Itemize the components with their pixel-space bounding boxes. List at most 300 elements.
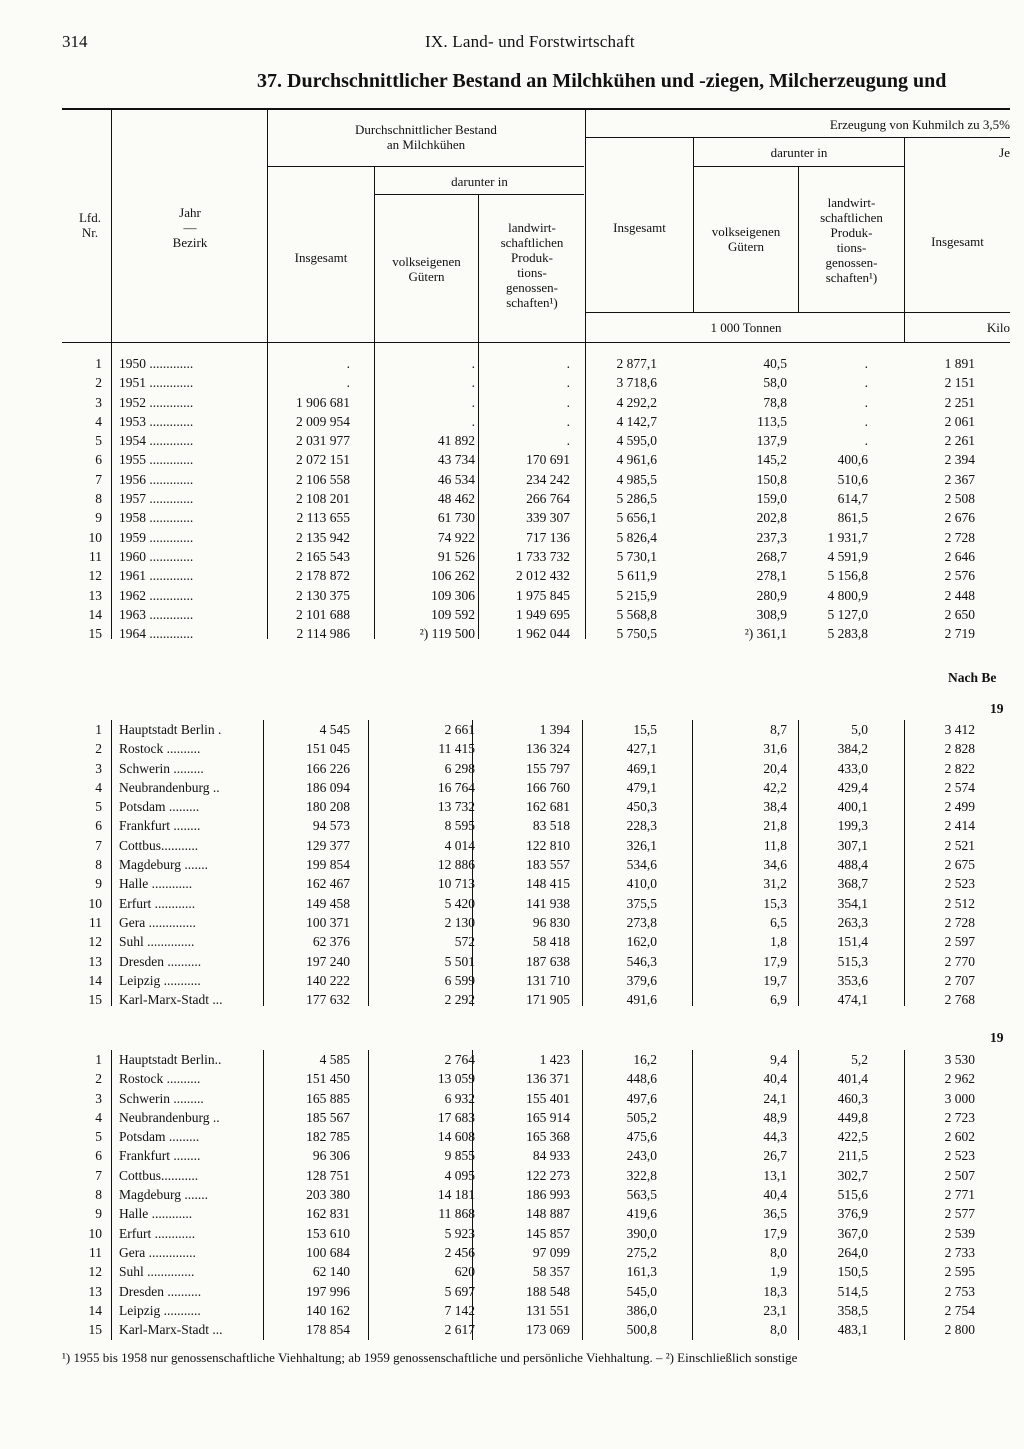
subhead-year-a: 19 xyxy=(990,701,1004,716)
erzeugung-insgesamt-cell: 475,6 xyxy=(626,1129,657,1145)
row-number-cell: 15 xyxy=(88,1322,102,1338)
row-number-cell: 8 xyxy=(95,1187,102,1203)
bestand-volkseigen-cell: 6 298 xyxy=(444,760,475,776)
erzeugung-insgesamt-cell: 5 286,5 xyxy=(616,491,657,507)
bestand-volkseigen-cell: 11 415 xyxy=(438,741,475,757)
row-number-cell: 12 xyxy=(88,1264,102,1280)
table-row xyxy=(0,373,1024,392)
bestand-volkseigen-cell: 2 292 xyxy=(444,992,475,1008)
bestand-insgesamt-cell: 203 380 xyxy=(306,1187,350,1203)
bestand-insgesamt-cell: 2 009 954 xyxy=(296,413,350,429)
row-number-cell: 7 xyxy=(95,1167,102,1183)
je-kuh-insgesamt-cell: 3 412 xyxy=(944,722,975,737)
bestand-insgesamt-cell: 162 831 xyxy=(306,1206,350,1222)
bestand-volkseigen-cell: 2 617 xyxy=(444,1322,475,1338)
erzeugung-lpg-cell: 211,5 xyxy=(838,1148,868,1164)
erzeugung-insgesamt-cell: 228,3 xyxy=(626,818,657,834)
row-label-cell: Leipzig ........... xyxy=(119,972,201,988)
bestand-insgesamt-cell: 153 610 xyxy=(306,1225,350,1241)
row-number-cell: 7 xyxy=(95,837,102,853)
erzeugung-volkseigen-cell: 150,8 xyxy=(756,471,787,487)
row-number-cell: 10 xyxy=(88,1225,102,1241)
bestand-insgesamt-cell: 4 585 xyxy=(319,1052,350,1067)
erzeugung-volkseigen-cell: 20,4 xyxy=(763,760,787,776)
col-head-je-insgesamt: Insgesamt xyxy=(931,234,984,249)
bestand-insgesamt-cell: 2 130 375 xyxy=(296,587,350,603)
bestand-lpg-cell: 165 368 xyxy=(526,1129,570,1145)
bestand-volkseigen-cell: 5 923 xyxy=(444,1225,475,1241)
bestand-lpg-cell: 131 551 xyxy=(526,1302,570,1318)
col-head-erz-insgesamt: Insgesamt xyxy=(613,220,666,235)
erzeugung-volkseigen-cell: 42,2 xyxy=(763,779,787,795)
bestand-volkseigen-cell: . xyxy=(471,413,475,429)
bestand-insgesamt-cell: 4 545 xyxy=(319,722,350,737)
erzeugung-lpg-cell: 368,7 xyxy=(837,876,868,892)
row-number-cell: 2 xyxy=(95,1071,102,1087)
unit-kilo: Kilo xyxy=(986,320,1010,335)
col-head-lfd-nr: Lfd. Nr. xyxy=(78,210,102,240)
erzeugung-lpg-cell: 460,3 xyxy=(837,1090,868,1106)
erzeugung-volkseigen-cell: 36,5 xyxy=(763,1206,787,1222)
row-label-cell: 1957 ............. xyxy=(119,491,194,507)
row-number-cell: 5 xyxy=(95,1129,102,1145)
je-kuh-insgesamt-cell: 2 414 xyxy=(944,818,975,834)
bestand-lpg-cell: . xyxy=(566,356,570,371)
bestand-lpg-cell: 1 962 044 xyxy=(516,626,570,642)
bestand-volkseigen-cell: 7 142 xyxy=(444,1302,475,1318)
erzeugung-lpg-cell: 429,4 xyxy=(837,779,868,795)
bestand-insgesamt-cell: 140 222 xyxy=(306,972,350,988)
col-head-lpg-1: landwirt- schaftlichen Produk- tions- genossen- schaften¹) xyxy=(500,220,564,310)
bestand-insgesamt-cell: 2 178 872 xyxy=(296,568,350,584)
header-rule-units xyxy=(586,312,1010,313)
col-head-darunter-in-1: darunter in xyxy=(451,174,508,189)
je-kuh-insgesamt-cell: 2 754 xyxy=(944,1302,975,1318)
bestand-volkseigen-cell: 2 456 xyxy=(444,1244,475,1260)
erzeugung-volkseigen-cell: 19,7 xyxy=(763,972,787,988)
row-label-cell: Dresden .......... xyxy=(119,1283,202,1299)
row-label-cell: 1952 ............. xyxy=(119,394,194,410)
bestand-lpg-cell: 58 357 xyxy=(532,1264,570,1280)
row-label-cell: Dresden .......... xyxy=(119,953,202,969)
erzeugung-lpg-cell: 5 127,0 xyxy=(827,606,868,622)
row-label-cell: Karl-Marx-Stadt ... xyxy=(119,1322,223,1338)
table-row xyxy=(0,759,1024,778)
bestand-lpg-cell: 234 242 xyxy=(526,471,570,487)
table-row xyxy=(0,1127,1024,1146)
bestand-insgesamt-cell: 166 226 xyxy=(306,760,350,776)
table-row xyxy=(0,489,1024,508)
erzeugung-insgesamt-cell: 162,0 xyxy=(626,934,657,950)
erzeugung-volkseigen-cell: 8,0 xyxy=(770,1244,787,1260)
row-label-cell: 1951 ............. xyxy=(119,375,194,391)
bestand-lpg-cell: 131 710 xyxy=(526,972,570,988)
erzeugung-insgesamt-cell: 450,3 xyxy=(626,799,657,815)
row-label-cell: Erfurt ............ xyxy=(119,1225,196,1241)
bezirke-table-a xyxy=(0,720,1024,1009)
erzeugung-insgesamt-cell: 386,0 xyxy=(626,1302,657,1318)
bestand-lpg-cell: 717 136 xyxy=(526,529,570,545)
table-row xyxy=(0,528,1024,547)
table-row xyxy=(0,470,1024,489)
row-number-cell: 6 xyxy=(95,452,102,468)
bestand-insgesamt-cell: . xyxy=(346,375,350,391)
je-kuh-insgesamt-cell: 2 676 xyxy=(944,510,975,526)
erzeugung-lpg-cell: . xyxy=(864,433,868,449)
row-label-cell: 1963 ............. xyxy=(119,606,194,622)
table-row xyxy=(0,412,1024,431)
table-row xyxy=(0,797,1024,816)
bestand-volkseigen-cell: 6 599 xyxy=(444,972,475,988)
erzeugung-volkseigen-cell: 8,7 xyxy=(770,722,787,737)
erzeugung-lpg-cell: . xyxy=(864,375,868,391)
row-number-cell: 4 xyxy=(95,779,102,795)
bestand-volkseigen-cell: 10 713 xyxy=(437,876,475,892)
bestand-lpg-cell: 96 830 xyxy=(532,914,570,930)
bestand-lpg-cell: 122 273 xyxy=(526,1167,570,1183)
bestand-insgesamt-cell: 2 114 986 xyxy=(296,626,350,642)
bezirke-table-b xyxy=(0,1050,1024,1339)
row-label-cell: Gera .............. xyxy=(119,1244,196,1260)
erzeugung-lpg-cell: 5,0 xyxy=(851,722,868,737)
erzeugung-lpg-cell: 384,2 xyxy=(837,741,868,757)
erzeugung-volkseigen-cell: 21,8 xyxy=(763,818,787,834)
erzeugung-volkseigen-cell: 202,8 xyxy=(756,510,787,526)
bestand-insgesamt-cell: 185 567 xyxy=(306,1109,350,1125)
erzeugung-volkseigen-cell: 237,3 xyxy=(756,529,787,545)
je-kuh-insgesamt-cell: 2 394 xyxy=(944,452,975,468)
erzeugung-lpg-cell: 5 283,8 xyxy=(827,626,868,642)
row-label-cell: 1958 ............. xyxy=(119,510,194,526)
row-label-cell: 1953 ............. xyxy=(119,413,194,429)
je-kuh-insgesamt-cell: 2 800 xyxy=(944,1322,975,1338)
erzeugung-volkseigen-cell: 6,9 xyxy=(770,992,787,1008)
row-label-cell: 1961 ............. xyxy=(119,568,194,584)
row-label-cell: 1950 ............. xyxy=(119,356,194,371)
bestand-lpg-cell: 187 638 xyxy=(526,953,570,969)
je-kuh-insgesamt-cell: 2 770 xyxy=(944,953,975,969)
erzeugung-insgesamt-cell: 546,3 xyxy=(626,953,657,969)
row-label-cell: Gera .............. xyxy=(119,914,196,930)
col-head-jahr-bezirk: Jahr — Bezirk xyxy=(172,205,208,250)
col-head-darunter-in-2: darunter in xyxy=(770,145,828,160)
row-label-cell: Erfurt ............ xyxy=(119,895,196,911)
erzeugung-lpg-cell: 514,5 xyxy=(837,1283,868,1299)
row-number-cell: 9 xyxy=(95,1206,102,1222)
je-kuh-insgesamt-cell: 2 523 xyxy=(944,876,975,892)
table-row xyxy=(0,431,1024,450)
erzeugung-insgesamt-cell: 427,1 xyxy=(626,741,657,757)
je-kuh-insgesamt-cell: 2 646 xyxy=(944,548,975,564)
erzeugung-volkseigen-cell: 1,8 xyxy=(770,934,787,950)
row-number-cell: 13 xyxy=(88,1283,102,1299)
col-head-bestand-group: Durchschnittlicher Bestand an Milchkühen xyxy=(355,122,497,152)
bestand-lpg-cell: . xyxy=(566,375,570,391)
bestand-insgesamt-cell: 2 106 558 xyxy=(296,471,350,487)
bestand-volkseigen-cell: 5 420 xyxy=(444,895,475,911)
row-label-cell: Hauptstadt Berlin . xyxy=(119,722,222,737)
table-row xyxy=(0,739,1024,758)
erzeugung-insgesamt-cell: 5 730,1 xyxy=(616,548,657,564)
col-head-je-group: Je xyxy=(999,145,1010,160)
erzeugung-insgesamt-cell: 375,5 xyxy=(626,895,657,911)
bestand-insgesamt-cell: 2 108 201 xyxy=(296,491,350,507)
erzeugung-volkseigen-cell: 8,0 xyxy=(770,1322,787,1338)
col-head-erzeugung-group: Erzeugung von Kuhmilch zu 3,5% xyxy=(829,117,1010,132)
bestand-lpg-cell: 1 394 xyxy=(539,722,570,737)
table-row xyxy=(0,971,1024,990)
table-row xyxy=(0,586,1024,605)
bestand-insgesamt-cell: 2 113 655 xyxy=(296,510,350,526)
bestand-volkseigen-cell: . xyxy=(471,394,475,410)
erzeugung-lpg-cell: 422,5 xyxy=(837,1129,868,1145)
erzeugung-insgesamt-cell: 16,2 xyxy=(633,1052,657,1067)
je-kuh-insgesamt-cell: 2 499 xyxy=(944,799,975,815)
header-rule-erzeugung xyxy=(586,137,1010,138)
row-label-cell: Neubrandenburg .. xyxy=(119,779,220,795)
erzeugung-insgesamt-cell: 534,6 xyxy=(626,857,657,873)
erzeugung-insgesamt-cell: 563,5 xyxy=(626,1187,657,1203)
erzeugung-insgesamt-cell: 161,3 xyxy=(626,1264,657,1280)
row-number-cell: 5 xyxy=(95,799,102,815)
bestand-insgesamt-cell: 162 467 xyxy=(306,876,350,892)
col-head-volkseigenen-1: volkseigenen Gütern xyxy=(392,254,461,284)
table-row xyxy=(0,990,1024,1009)
bestand-volkseigen-cell: 109 306 xyxy=(431,587,475,603)
bestand-volkseigen-cell: 46 534 xyxy=(437,471,475,487)
row-number-cell: 14 xyxy=(88,1302,102,1318)
erzeugung-volkseigen-cell: 38,4 xyxy=(763,799,787,815)
je-kuh-insgesamt-cell: 2 728 xyxy=(944,914,975,930)
erzeugung-volkseigen-cell: 78,8 xyxy=(763,394,787,410)
bestand-lpg-cell: 165 914 xyxy=(526,1109,570,1125)
erzeugung-lpg-cell: 433,0 xyxy=(837,760,868,776)
bestand-lpg-cell: 1 975 845 xyxy=(516,587,570,603)
row-number-cell: 1 xyxy=(95,1052,102,1067)
table-row xyxy=(0,1301,1024,1320)
row-label-cell: Magdeburg ....... xyxy=(119,857,208,873)
erzeugung-insgesamt-cell: 491,6 xyxy=(626,992,657,1008)
erzeugung-volkseigen-cell: 278,1 xyxy=(756,568,787,584)
table-row xyxy=(0,778,1024,797)
row-label-cell: Magdeburg ....... xyxy=(119,1187,208,1203)
erzeugung-volkseigen-cell: 308,9 xyxy=(756,606,787,622)
row-label-cell: Frankfurt ........ xyxy=(119,818,201,834)
bestand-volkseigen-cell: . xyxy=(471,356,475,371)
bestand-lpg-cell: 173 069 xyxy=(526,1322,570,1338)
erzeugung-insgesamt-cell: 273,8 xyxy=(626,914,657,930)
bestand-volkseigen-cell: 106 262 xyxy=(431,568,475,584)
bestand-volkseigen-cell: 4 095 xyxy=(444,1167,475,1183)
bestand-lpg-cell: 166 760 xyxy=(526,779,570,795)
erzeugung-insgesamt-cell: 322,8 xyxy=(626,1167,657,1183)
row-label-cell: 1959 ............. xyxy=(119,529,194,545)
bestand-insgesamt-cell: 197 996 xyxy=(306,1283,350,1299)
bestand-insgesamt-cell: 2 165 543 xyxy=(296,548,350,564)
table-row xyxy=(0,932,1024,951)
row-number-cell: 13 xyxy=(88,953,102,969)
erzeugung-insgesamt-cell: 4 292,2 xyxy=(616,394,657,410)
erzeugung-lpg-cell: 376,9 xyxy=(837,1206,868,1222)
bestand-lpg-cell: 170 691 xyxy=(526,452,570,468)
erzeugung-volkseigen-cell: 6,5 xyxy=(770,914,787,930)
years-table xyxy=(0,354,1024,643)
row-label-cell: Karl-Marx-Stadt ... xyxy=(119,992,223,1008)
erzeugung-lpg-cell: 4 591,9 xyxy=(827,548,868,564)
erzeugung-lpg-cell: 4 800,9 xyxy=(827,587,868,603)
erzeugung-lpg-cell: 515,6 xyxy=(837,1187,868,1203)
row-number-cell: 5 xyxy=(95,433,102,449)
row-label-cell: Cottbus........... xyxy=(119,1167,199,1183)
row-number-cell: 3 xyxy=(95,394,102,410)
erzeugung-lpg-cell: . xyxy=(864,394,868,410)
je-kuh-insgesamt-cell: 2 733 xyxy=(944,1244,975,1260)
bestand-insgesamt-cell: 180 208 xyxy=(306,799,350,815)
erzeugung-insgesamt-cell: 326,1 xyxy=(626,837,657,853)
bestand-lpg-cell: 2 012 432 xyxy=(516,568,570,584)
erzeugung-volkseigen-cell: 280,9 xyxy=(756,587,787,603)
table-row xyxy=(0,952,1024,971)
table-top-rule xyxy=(62,108,1010,110)
table-row xyxy=(0,1320,1024,1339)
row-label-cell: Leipzig ........... xyxy=(119,1302,201,1318)
bestand-insgesamt-cell: 2 135 942 xyxy=(296,529,350,545)
je-kuh-insgesamt-cell: 2 768 xyxy=(944,992,975,1008)
erzeugung-volkseigen-cell: 17,9 xyxy=(763,953,787,969)
erzeugung-insgesamt-cell: 275,2 xyxy=(626,1244,657,1260)
erzeugung-insgesamt-cell: 5 826,4 xyxy=(616,529,657,545)
row-label-cell: Frankfurt ........ xyxy=(119,1148,201,1164)
je-kuh-insgesamt-cell: 2 512 xyxy=(944,895,975,911)
bestand-volkseigen-cell: ²) 119 500 xyxy=(419,626,475,642)
row-number-cell: 9 xyxy=(95,510,102,526)
erzeugung-insgesamt-cell: 505,2 xyxy=(626,1109,657,1125)
erzeugung-lpg-cell: 354,1 xyxy=(837,895,868,911)
table-row xyxy=(0,1282,1024,1301)
je-kuh-insgesamt-cell: 2 521 xyxy=(944,837,975,853)
erzeugung-volkseigen-cell: 17,9 xyxy=(763,1225,787,1241)
je-kuh-insgesamt-cell: 3 000 xyxy=(944,1090,975,1106)
row-number-cell: 11 xyxy=(89,914,102,930)
bestand-volkseigen-cell: 5 697 xyxy=(444,1283,475,1299)
erzeugung-insgesamt-cell: 3 718,6 xyxy=(616,375,657,391)
row-label-cell: Neubrandenburg .. xyxy=(119,1109,220,1125)
table-row xyxy=(0,547,1024,566)
row-label-cell: Halle ............ xyxy=(119,1206,193,1222)
je-kuh-insgesamt-cell: 2 707 xyxy=(944,972,975,988)
table-row xyxy=(0,874,1024,893)
erzeugung-lpg-cell: 5 156,8 xyxy=(827,568,868,584)
bestand-lpg-cell: 122 810 xyxy=(526,837,570,853)
erzeugung-lpg-cell: 510,6 xyxy=(837,471,868,487)
erzeugung-volkseigen-cell: 48,9 xyxy=(763,1109,787,1125)
erzeugung-volkseigen-cell: 268,7 xyxy=(756,548,787,564)
erzeugung-lpg-cell: 515,3 xyxy=(837,953,868,969)
erzeugung-volkseigen-cell: 24,1 xyxy=(763,1090,787,1106)
row-label-cell: Cottbus........... xyxy=(119,837,199,853)
bestand-lpg-cell: 1 949 695 xyxy=(516,606,570,622)
bestand-volkseigen-cell: 8 595 xyxy=(444,818,475,834)
bestand-lpg-cell: 83 518 xyxy=(532,818,570,834)
row-label-cell: Schwerin ......... xyxy=(119,760,204,776)
bestand-volkseigen-cell: 17 683 xyxy=(437,1109,475,1125)
erzeugung-lpg-cell: 302,7 xyxy=(837,1167,868,1183)
bestand-volkseigen-cell: 4 014 xyxy=(444,837,475,853)
bestand-volkseigen-cell: 13 059 xyxy=(437,1071,475,1087)
bestand-insgesamt-cell: 199 854 xyxy=(306,857,350,873)
table-row xyxy=(0,913,1024,932)
erzeugung-insgesamt-cell: 4 142,7 xyxy=(616,413,657,429)
bestand-lpg-cell: 188 548 xyxy=(526,1283,570,1299)
bestand-lpg-cell: 183 557 xyxy=(526,857,570,873)
subhead-nach-bezirken: Nach Be xyxy=(948,670,997,685)
erzeugung-lpg-cell: 358,5 xyxy=(837,1302,868,1318)
bestand-volkseigen-cell: 14 608 xyxy=(437,1129,475,1145)
erzeugung-lpg-cell: 150,5 xyxy=(837,1264,868,1280)
bestand-insgesamt-cell: 197 240 xyxy=(306,953,350,969)
row-label-cell: 1960 ............. xyxy=(119,548,194,564)
je-kuh-insgesamt-cell: 2 650 xyxy=(944,606,975,622)
bestand-lpg-cell: 155 797 xyxy=(526,760,570,776)
erzeugung-volkseigen-cell: 137,9 xyxy=(756,433,787,449)
footnote: ¹) 1955 bis 1958 nur genossenschaftliche Viehhaltung; ab 1959 genossenschaftliche und persönliche Viehhaltung. – ²) Einschließlich sonstige xyxy=(62,1350,798,1365)
bestand-volkseigen-cell: 2 764 xyxy=(444,1052,475,1067)
erzeugung-volkseigen-cell: 26,7 xyxy=(763,1148,787,1164)
header-rule-darunter-1 xyxy=(375,194,584,195)
je-kuh-insgesamt-cell: 2 719 xyxy=(944,626,975,642)
row-label-cell: Potsdam ......... xyxy=(119,799,200,815)
table-row xyxy=(0,354,1024,373)
je-kuh-insgesamt-cell: 2 828 xyxy=(944,741,975,757)
erzeugung-insgesamt-cell: 390,0 xyxy=(626,1225,657,1241)
bestand-insgesamt-cell: 128 751 xyxy=(306,1167,350,1183)
table-row xyxy=(0,1204,1024,1223)
row-number-cell: 1 xyxy=(95,356,102,371)
je-kuh-insgesamt-cell: 2 523 xyxy=(944,1148,975,1164)
je-kuh-insgesamt-cell: 2 753 xyxy=(944,1283,975,1299)
row-number-cell: 15 xyxy=(88,992,102,1008)
table-row xyxy=(0,1185,1024,1204)
header-rule-bestand xyxy=(268,166,584,167)
row-label-cell: Hauptstadt Berlin.. xyxy=(119,1052,222,1067)
bestand-insgesamt-cell: 62 376 xyxy=(312,934,350,950)
table-row xyxy=(0,720,1024,739)
row-label-cell: Rostock .......... xyxy=(119,1071,201,1087)
bestand-volkseigen-cell: 620 xyxy=(454,1264,475,1280)
erzeugung-lpg-cell: . xyxy=(864,356,868,371)
bestand-volkseigen-cell: 48 462 xyxy=(437,491,475,507)
bestand-lpg-cell: . xyxy=(566,413,570,429)
row-number-cell: 11 xyxy=(89,1244,102,1260)
header-bottom-rule xyxy=(62,342,1010,343)
bestand-insgesamt-cell: 151 045 xyxy=(306,741,350,757)
je-kuh-insgesamt-cell: 2 771 xyxy=(944,1187,975,1203)
row-number-cell: 6 xyxy=(95,818,102,834)
erzeugung-volkseigen-cell: 113,5 xyxy=(757,413,787,429)
bestand-lpg-cell: . xyxy=(566,394,570,410)
row-number-cell: 11 xyxy=(89,548,102,564)
bestand-volkseigen-cell: 91 526 xyxy=(437,548,475,564)
erzeugung-volkseigen-cell: 159,0 xyxy=(756,491,787,507)
erzeugung-volkseigen-cell: 40,4 xyxy=(763,1071,787,1087)
erzeugung-insgesamt-cell: 5 611,9 xyxy=(617,568,657,584)
erzeugung-lpg-cell: 401,4 xyxy=(837,1071,868,1087)
table-row xyxy=(0,508,1024,527)
erzeugung-volkseigen-cell: 18,3 xyxy=(763,1283,787,1299)
row-label-cell: Halle ............ xyxy=(119,876,193,892)
erzeugung-lpg-cell: 199,3 xyxy=(837,818,868,834)
table-row xyxy=(0,1243,1024,1262)
